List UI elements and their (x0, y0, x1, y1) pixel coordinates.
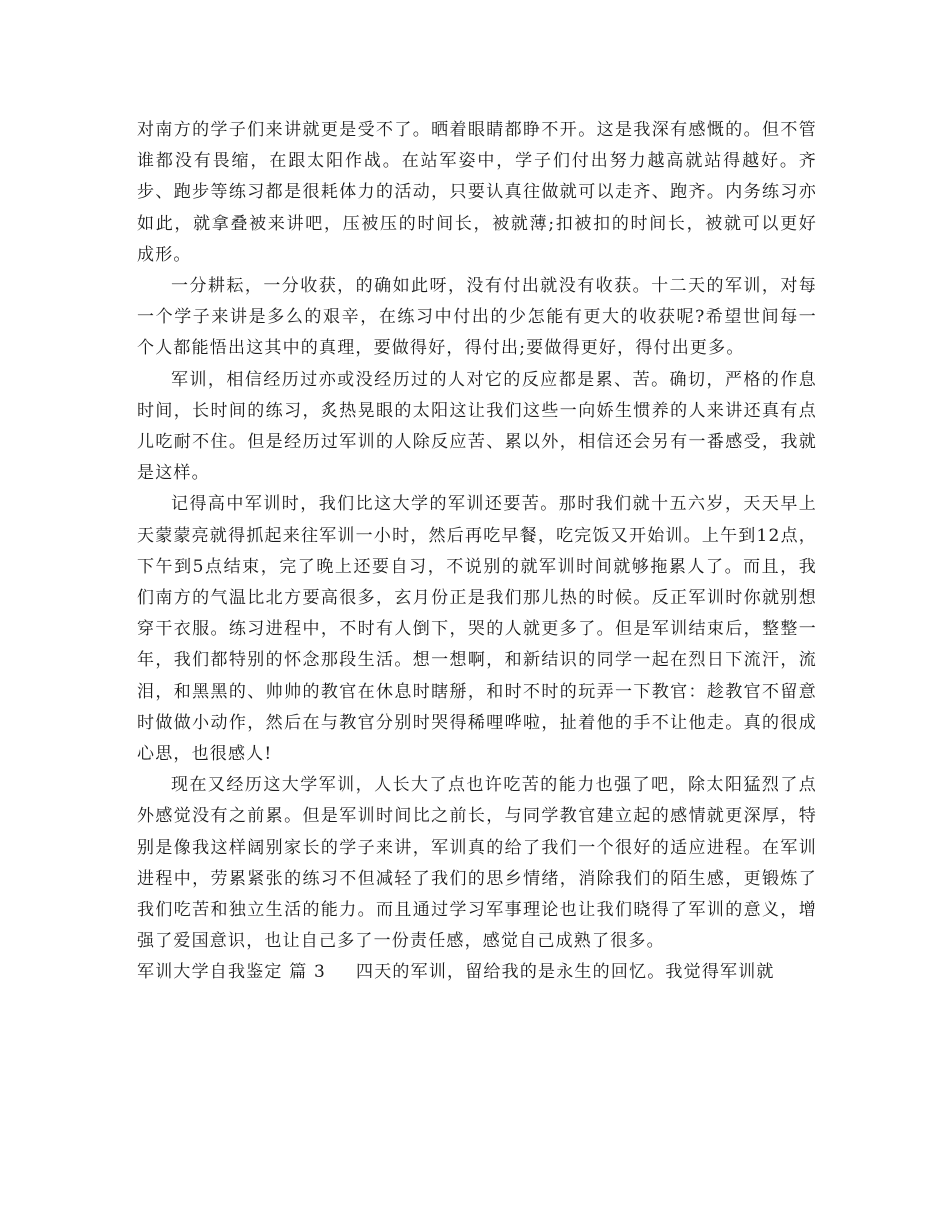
paragraph-2: 一分耕耘，一分收获，的确如此呀，没有付出就没有收获。十二天的军训，对每一个学子来讲是多么的艰辛，在练习中付出的少怎能有更大的收获呢?希望世间每一个人都能悟出这其中的真理，要做得好，得付出;要做得更好，得付出更多。 (137, 276, 817, 359)
paragraph-1: 对南方的学子们来讲就更是受不了。晒着眼睛都睁不开。这是我深有感慨的。但不管谁都没有畏缩，在跟太阳作战。在站军姿中，学子们付出努力越高就站得越好。齐步、跑步等练习都是很耗体力的活动，只要认真往做就可以走齐、跑齐。内务练习亦如此，就拿叠被来讲吧，压被压的时间长，被就薄;扣被扣的时间长，被就可以更好成形。 (137, 120, 817, 265)
document-body (137, 115, 817, 989)
paragraph-3: 军训，相信经历过亦或没经历过的人对它的反应都是累、苦。确切，严格的作息时间，长时间的练习，炙热晃眼的太阳这让我们这些一向娇生惯养的人来讲还真有点儿吃耐不住。但是经历过军训的人除反应苦、累以外，相信还会另有一番感受，我就是这样。 (137, 369, 817, 484)
paragraph-4: 记得高中军训时，我们比这大学的军训还要苦。那时我们就十五六岁，天天早上天蒙蒙亮就得抓起来往军训一小时，然后再吃早餐，吃完饭又开始训。上午到12点，下午到5点结束，完了晚上还要自习，不说别的就军训时间就够拖累人了。而且，我们南方的气温比北方要高很多，玄月份正是我们那儿热的时候。反正军训时你就别想穿干衣服。练习进程中，不时有人倒下，哭的人就更多了。但是军训结束后，整整一年，我们都特别的怀念那段生活。想一想啊，和新结识的同学一起在烈日下流汗，流泪，和黑黑的、帅帅的教官在休息时瞎掰，和时不时的玩弄一下教官：趁教官不留意时做做小动作，然后在与教官分别时哭得稀哩哗啦，扯着他的手不让他走。真的很成心思，也很感人! (137, 494, 817, 765)
section-heading: 军训大学自我鉴定 篇 3 (137, 962, 327, 983)
paragraph-5: 现在又经历这大学军训，人长大了点也许吃苦的能力也强了吧，除太阳猛烈了点外感觉没有之前累。但是军训时间比之前长，与同学教官建立起的感情就更深厚，特别是像我这样阔别家长的学子来讲，军训真的给了我们一个很好的适应进程。在军训进程中，劳累紧张的练习不但减轻了我们的思乡情绪，消除我们的陌生感，更锻炼了我们吃苦和独立生活的能力。而且通过学习军事理论也让我们晓得了军训的意义，增强了爱国意识，也让自己多了一份责任感，感觉自己成熟了很多。 (137, 775, 817, 952)
section-first-line: 四天的军训，留给我的是永生的回忆。我觉得军训就 (356, 962, 775, 983)
section-heading-line (137, 957, 817, 988)
